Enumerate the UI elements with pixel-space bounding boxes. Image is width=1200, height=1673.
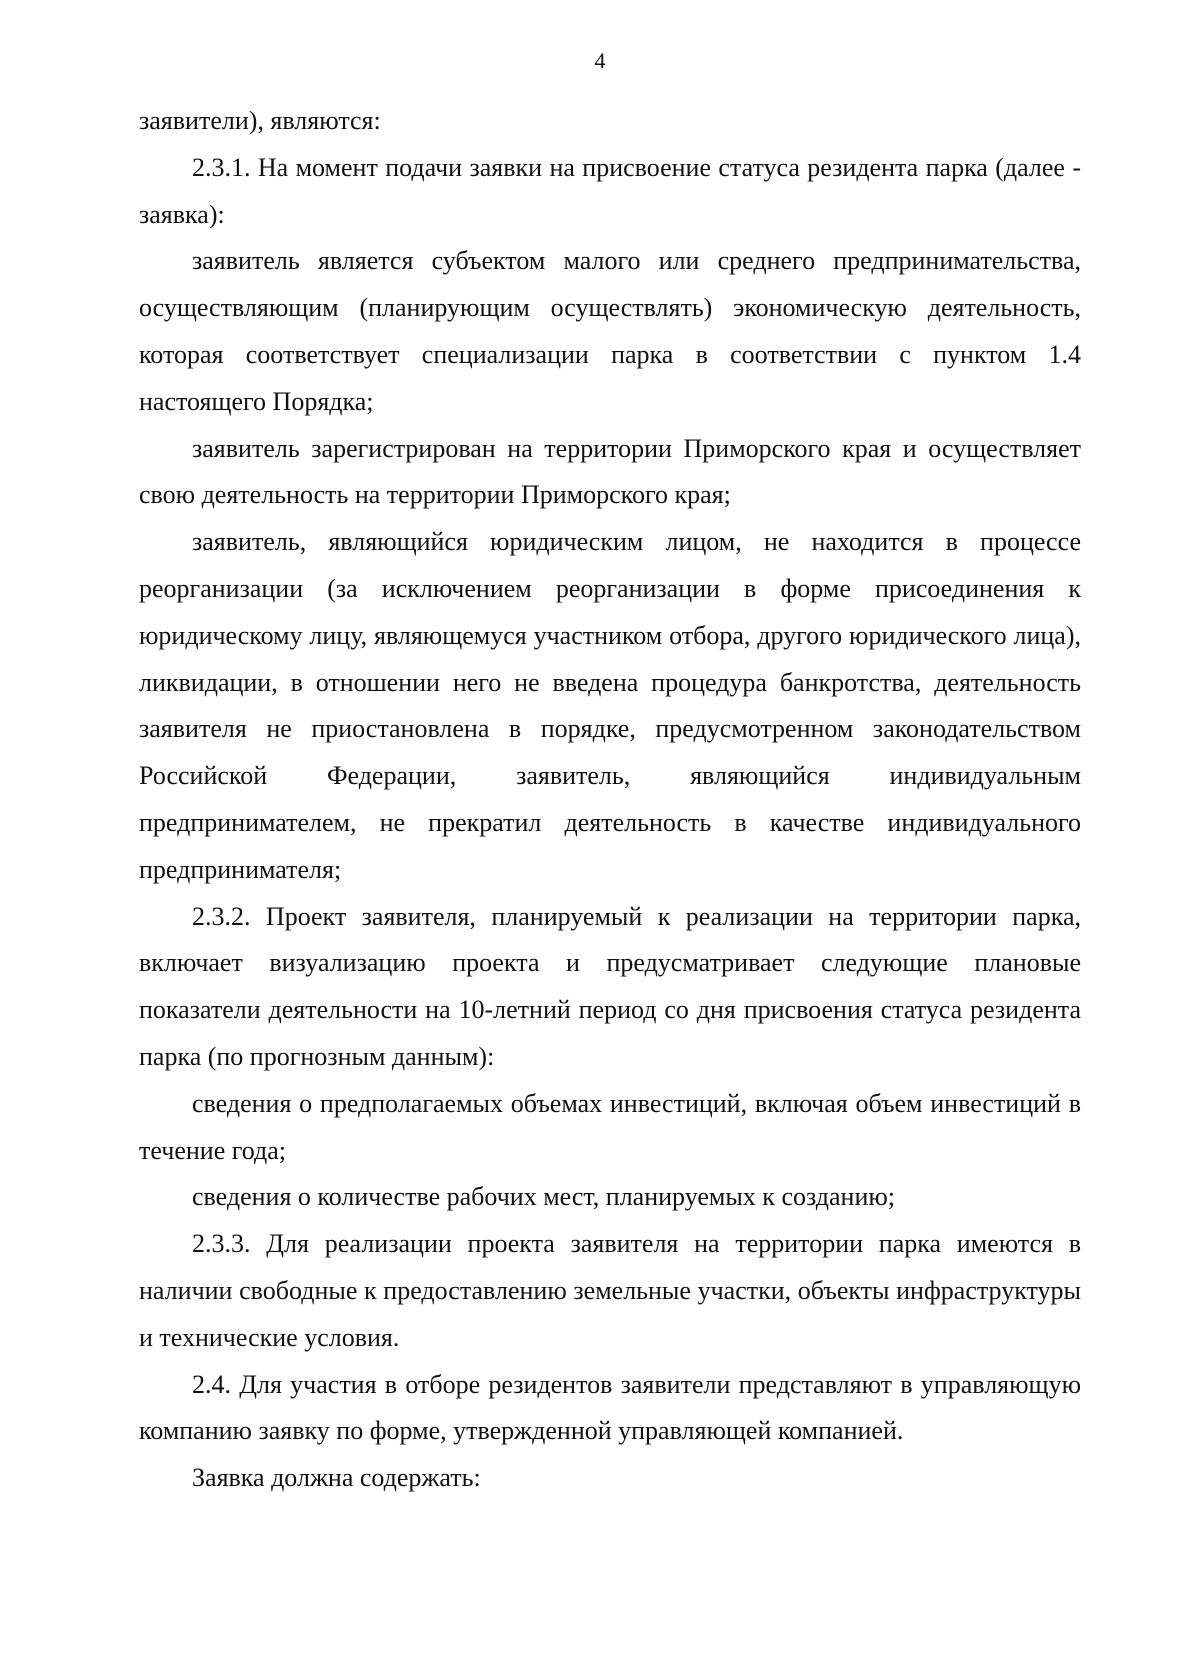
paragraph-registration: заявитель зарегистрирован на территории Приморского края и осуществляет свою деятельность на территории Приморского края;	[139, 433, 1081, 510]
page-number: 4	[594, 48, 606, 73]
paragraph-jobs: сведения о количестве рабочих мест, планируемых к созданию;	[192, 1182, 896, 1212]
document-body	[139, 98, 1081, 1502]
paragraph-legal-entity: заявитель, являющийся юридическим лицом, не находится в процессе реорганизации (за исключением реорганизации в форме присоединения к юридическому лицу, являющемуся участником отбора, другого юридического лица), ликвидации, в отношении него не введена процедура банкротства, деятельность заявителя не приостановлена в порядке, предусмотренном законодательством Российской Федерации, заявитель, являющийся индивидуальным предпринимателем, не прекратил деятельность в качестве индивидуального предпринимателя;	[139, 527, 1081, 884]
paragraph-continuation: заявители), являются:	[139, 106, 381, 135]
paragraph-2-3-1: 2.3.1. На момент подачи заявки на присвоение статуса резидента парка (далее - заявка):	[139, 152, 1081, 229]
paragraph-investments: сведения о предполагаемых объемах инвестиций, включая объем инвестиций в течение года;	[139, 1088, 1081, 1165]
paragraph-2-3-3: 2.3.3. Для реализации проекта заявителя на территории парка имеются в наличии свободные к предоставлению земельные участки, объекты инфраструктуры и технические условия.	[139, 1229, 1081, 1352]
paragraph-sme-status: заявитель является субъектом малого или среднего предпринимательства, осуществляющим (планирующим осуществлять) экономическую деятельность, которая соответствует специализации парка в соответствии с пунктом 1.4 настоящего Порядка;	[139, 246, 1081, 416]
paragraph-2-3-2: 2.3.2. Проект заявителя, планируемый к реализации на территории парка, включает визуализацию проекта и предусматривает следующие плановые показатели деятельности на 10-летний период со дня присвоения статуса резидента парка (по прогнозным данным):	[139, 901, 1081, 1071]
paragraph-application-contents: Заявка должна содержать:	[192, 1463, 481, 1493]
paragraph-2-4: 2.4. Для участия в отборе резидентов заявители представляют в управляющую компанию заявку по форме, утвержденной управляющей компанией.	[139, 1369, 1081, 1446]
